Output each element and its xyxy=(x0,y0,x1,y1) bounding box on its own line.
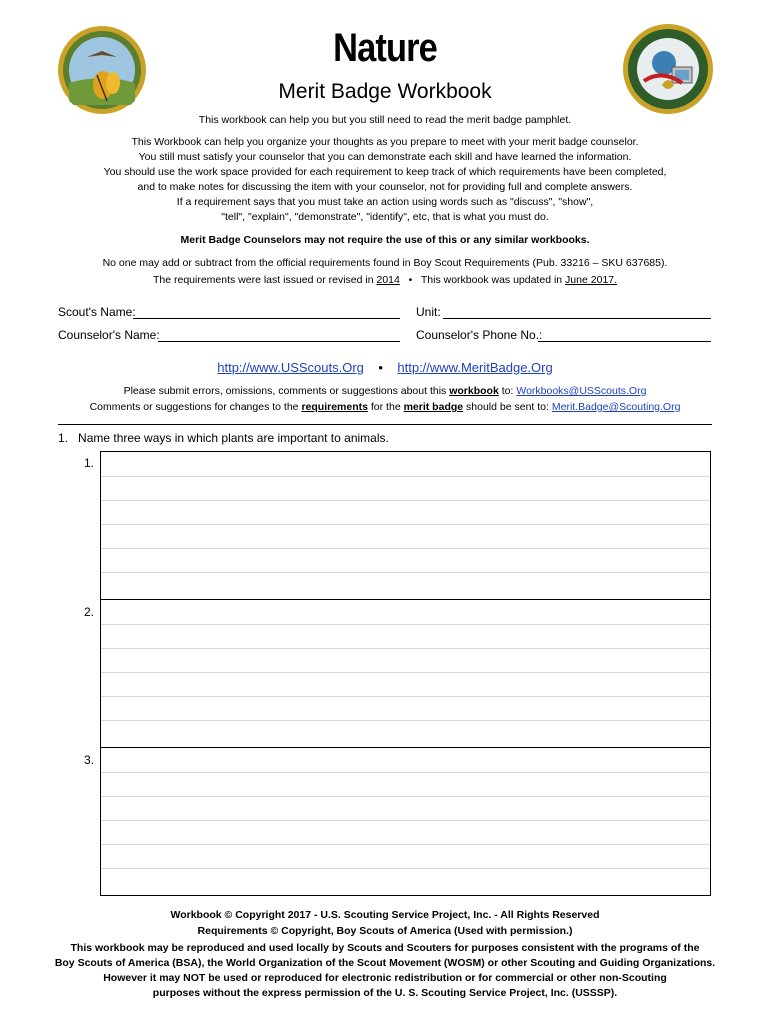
workbooks-email-link[interactable]: Workbooks@USScouts.Org xyxy=(516,385,647,397)
merit-badge-email-link[interactable]: Merit.Badge@Scouting.Org xyxy=(551,401,681,413)
updated-date: June 2017. xyxy=(565,274,618,286)
revised-prefix: The requirements were last issued or revised in xyxy=(152,274,374,286)
updated-prefix: This workbook was updated in xyxy=(420,274,563,286)
usscouts-link[interactable]: http://www.USScouts.Org xyxy=(217,360,364,375)
scout-name-field[interactable] xyxy=(133,318,400,319)
answer-box-3[interactable] xyxy=(100,747,711,896)
answer-number: 1. xyxy=(84,456,95,470)
submit-line-2 xyxy=(0,400,770,415)
footer-notice-line: Boy Scouts of America (BSA), the World Organization of the Scout Movement (WOSM) or other Scouting and Guiding Organizations. xyxy=(54,957,716,969)
bullet: • xyxy=(408,274,413,286)
footer-notice xyxy=(0,941,770,1001)
unit-field[interactable] xyxy=(443,318,711,319)
no-one-notice: No one may add or subtract from the official requirements found in Boy Scout Requirements (Pub. 33216 – SKU 637685). xyxy=(102,257,668,269)
instruction-line: If a requirement says that you must take an action using words such as "discuss", "show", xyxy=(176,196,594,208)
requirement-text: Name three ways in which plants are important to animals. xyxy=(78,431,389,445)
unit-label: Unit: xyxy=(416,305,441,319)
counselor-warning: Merit Badge Counselors may not require the use of this or any similar workbooks. xyxy=(180,234,590,246)
answer-number: 2. xyxy=(84,605,95,619)
submit-requirements: requirements xyxy=(301,401,368,413)
scout-name-label: Scout's Name: xyxy=(58,305,136,319)
page-title: Nature xyxy=(333,26,437,70)
answer-box-1[interactable] xyxy=(100,451,711,600)
instruction-line: and to make notes for discussing the item with your counselor, not for providing full and complete answers. xyxy=(137,181,633,193)
submit-text: Comments or suggestions for changes to the xyxy=(89,401,299,413)
requirement-number: 1. xyxy=(58,431,69,445)
footer-notice-line: purposes without the express permission of the U. S. Scouting Service Project, Inc. (USSSP). xyxy=(152,987,618,999)
links-separator: • xyxy=(378,360,383,375)
counselor-name-field[interactable] xyxy=(158,341,400,342)
answer-number: 3. xyxy=(84,753,95,767)
submit-for: for the xyxy=(370,401,401,413)
submit-text: Please submit errors, omissions, comments or suggestions about this xyxy=(123,385,447,397)
footer-copyright-2: Requirements © Copyright, Boy Scouts of America (Used with permission.) xyxy=(197,925,573,937)
footer-notice-line: This workbook may be reproduced and used locally by Scouts and Scouters for purposes consistent with the programs of the xyxy=(70,942,700,954)
revision-line xyxy=(0,273,770,288)
meritbadge-link[interactable]: http://www.MeritBadge.Org xyxy=(397,360,553,375)
requirement-heading xyxy=(58,431,389,445)
instruction-line: You still must satisfy your counselor that you can demonstrate each skill and have learned the information. xyxy=(138,151,632,163)
page-subtitle: Merit Badge Workbook xyxy=(278,80,492,103)
instruction-line: This Workbook can help you organize your thoughts as you prepare to meet with your merit badge counselor. xyxy=(131,136,639,148)
revised-year: 2014 xyxy=(376,274,400,286)
counselor-phone-label: Counselor's Phone No.: xyxy=(416,328,543,342)
answer-box-2[interactable] xyxy=(100,599,711,748)
footer-notice-line: However it may NOT be used or reproduced for electronic redistribution or for commercial or other non-Scouting xyxy=(103,972,667,984)
submit-line-1 xyxy=(0,384,770,399)
footer-copyright-1: Workbook © Copyright 2017 - U.S. Scouting Service Project, Inc. - All Rights Reserved xyxy=(170,909,600,921)
submit-workbook: workbook xyxy=(449,385,499,397)
instruction-line: You should use the work space provided for each requirement to keep track of which requirements have been completed, xyxy=(103,166,667,178)
links-row xyxy=(0,360,770,375)
section-divider xyxy=(58,424,712,425)
submit-sent-to: should be sent to: xyxy=(466,401,549,413)
submit-to: to: xyxy=(501,385,514,397)
instruction-line: "tell", "explain", "demonstrate", "identify", etc, that is what you must do. xyxy=(221,211,549,223)
counselor-phone-field[interactable] xyxy=(538,341,711,342)
counselor-name-label: Counselor's Name: xyxy=(58,328,160,342)
instructions-paragraph xyxy=(0,135,770,225)
intro-text: This workbook can help you but you still need to read the merit badge pamphlet. xyxy=(198,114,572,126)
submit-merit-badge: merit badge xyxy=(403,401,464,413)
